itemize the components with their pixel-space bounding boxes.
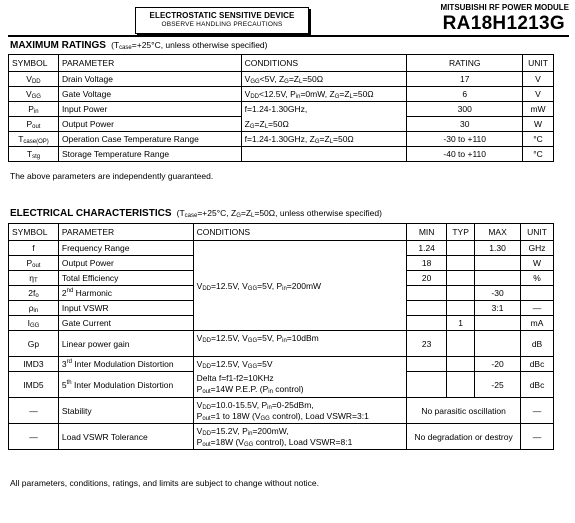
parameter-cell: Load VSWR Tolerance xyxy=(58,424,193,450)
min-cell: 18 xyxy=(407,256,447,271)
parameter-cell: Total Efficiency xyxy=(58,271,193,286)
parameter-cell: Frequency Range xyxy=(58,241,193,256)
conditions-cell: f=1.24-1.30GHz, $Z_G=Z_L=50\Omega$ xyxy=(241,132,407,147)
typ-cell xyxy=(447,372,475,398)
min-cell xyxy=(407,316,447,331)
rating-cell: 30 xyxy=(407,117,523,132)
symbol-cell: Gp xyxy=(9,331,59,357)
parameter-cell: Input Power xyxy=(58,102,241,117)
header-cell: TYP xyxy=(447,224,475,241)
max-ratings-note: The above parameters are independently guaranteed. xyxy=(10,171,214,181)
parameter-cell: Output Power xyxy=(58,117,241,132)
parameter-cell: Linear power gain xyxy=(58,331,193,357)
disclaimer-note: All parameters, conditions, ratings, and limits are subject to change without notice. xyxy=(10,478,319,488)
max-ratings-heading xyxy=(10,40,267,51)
table-row xyxy=(9,241,554,256)
typ-cell xyxy=(447,357,475,372)
rating-cell: -30 to +110 xyxy=(407,132,523,147)
table-row xyxy=(9,357,554,372)
unit-cell: V xyxy=(522,72,553,87)
max-cell: 1.30 xyxy=(475,241,521,256)
conditions-cell: $V_{DD}=12.5V$, $V_{GG}=5V$ xyxy=(193,357,407,372)
elec-table xyxy=(8,223,554,450)
symbol-cell: $\eta_T$ xyxy=(9,271,59,286)
min-cell xyxy=(407,286,447,301)
unit-cell: °C xyxy=(522,132,553,147)
symbol-cell: $\rho_{in}$ xyxy=(9,301,59,316)
unit-cell: mA xyxy=(521,316,554,331)
unit-cell: W xyxy=(522,117,553,132)
typ-cell xyxy=(447,271,475,286)
parameter-cell: Stability xyxy=(58,398,193,424)
header-cell: UNIT xyxy=(521,224,554,241)
rating-cell: -40 to +110 xyxy=(407,147,523,162)
symbol-cell: — xyxy=(9,424,59,450)
typ-cell xyxy=(447,241,475,256)
max-ratings-table xyxy=(8,54,554,162)
conditions-cell: $V_{DD}=15.2V$, $P_{in}=200mW$, $P_{out}=18W$ ($V_{GG}$ control), Load VSWR=8:1 xyxy=(193,424,407,450)
parameter-cell: 5th Inter Modulation Distortion xyxy=(58,372,193,398)
header-cell: PARAMETER xyxy=(58,224,193,241)
symbol-cell: $P_{out}$ xyxy=(9,256,59,271)
model-number: RA18H1213G xyxy=(442,13,565,34)
unit-cell: — xyxy=(521,398,554,424)
esd-subtitle: OBSERVE HANDLING PRECAUTIONS xyxy=(161,21,283,28)
table-row xyxy=(9,102,554,117)
parameter-cell: Storage Temperature Range xyxy=(58,147,241,162)
brand-line: MITSUBISHI RF POWER MODULE xyxy=(440,3,569,12)
table-header-row xyxy=(9,224,554,241)
max-cell: -25 xyxy=(475,372,521,398)
parameter-cell: Gate Voltage xyxy=(58,87,241,102)
typ-cell xyxy=(447,286,475,301)
table-row xyxy=(9,398,554,424)
esd-warning-box xyxy=(135,7,309,34)
table-row xyxy=(9,132,554,147)
result-cell: No degradation or destroy xyxy=(407,424,521,450)
max-cell: 3:1 xyxy=(475,301,521,316)
parameter-cell: Input VSWR xyxy=(58,301,193,316)
table-header-row xyxy=(9,55,554,72)
max-cell xyxy=(475,271,521,286)
unit-cell: — xyxy=(521,424,554,450)
symbol-cell: IMD5 xyxy=(9,372,59,398)
parameter-cell: 2nd Harmonic xyxy=(58,286,193,301)
conditions-cell: $V_{DD}=10.0-15.5V$, $P_{in}=0-25dBm$, $P_{out}=1$ to 18W ($V_{GG}$ control), Load VSWR=3:1 xyxy=(193,398,407,424)
unit-cell: mW xyxy=(522,102,553,117)
unit-cell: dB xyxy=(521,331,554,357)
table-row xyxy=(9,331,554,357)
header-cell: PARAMETER xyxy=(58,55,241,72)
unit-cell: % xyxy=(521,271,554,286)
elec-title: ELECTRICAL CHARACTERISTICS xyxy=(10,208,172,219)
symbol-cell: $V_{DD}$ xyxy=(9,72,59,87)
table-row xyxy=(9,424,554,450)
symbol-cell: $T_{stg}$ xyxy=(9,147,59,162)
unit-cell: dBc xyxy=(521,372,554,398)
parameter-cell: Drain Voltage xyxy=(58,72,241,87)
conditions-line: $P_{out}=14W$ P.E.P. ($P_{in}$ control) xyxy=(196,384,304,396)
typ-cell: 1 xyxy=(447,316,475,331)
max-cell xyxy=(475,256,521,271)
conditions-line: Delta f=f1-f2=10KHz xyxy=(196,373,274,384)
min-cell: 20 xyxy=(407,271,447,286)
max-ratings-condition: ($T_{case}=+25^\circ C$, unless otherwise specified) xyxy=(108,40,268,51)
min-cell xyxy=(407,301,447,316)
elec-condition: ($T_{case}=+25^\circ C$, $Z_G=Z_L=50\Omega$, unless otherwise specified) xyxy=(174,208,382,219)
min-cell: 23 xyxy=(407,331,447,357)
table-row xyxy=(9,372,554,398)
symbol-cell: $V_{GG}$ xyxy=(9,87,59,102)
symbol-cell: f xyxy=(9,241,59,256)
elec-heading xyxy=(10,208,382,219)
unit-cell: GHz xyxy=(521,241,554,256)
conditions-cell: $V_{DD}<12.5V$, $P_{in}=0mW$, $Z_G=Z_L=50\Omega$ xyxy=(241,87,407,102)
rating-cell: 17 xyxy=(407,72,523,87)
header-cell: CONDITIONS xyxy=(193,224,407,241)
symbol-cell: $I_{GG}$ xyxy=(9,316,59,331)
header-cell: SYMBOL xyxy=(9,224,59,241)
parameter-cell: 3rd Inter Modulation Distortion xyxy=(58,357,193,372)
typ-cell xyxy=(447,331,475,357)
min-cell xyxy=(407,357,447,372)
max-cell xyxy=(475,316,521,331)
symbol-cell: $2f_o$ xyxy=(9,286,59,301)
parameter-cell: Operation Case Temperature Range xyxy=(58,132,241,147)
header-cell: RATING xyxy=(407,55,523,72)
header-cell: MAX xyxy=(475,224,521,241)
unit-cell xyxy=(521,286,554,301)
symbol-cell: $P_{out}$ xyxy=(9,117,59,132)
symbol-cell: $T_{case(OP)}$ xyxy=(9,132,59,147)
conditions-cell: f=1.24-1.30GHz, xyxy=(241,102,407,117)
unit-cell: dBc xyxy=(521,357,554,372)
conditions-cell: $V_{GG}<5V$, $Z_G=Z_L=50\Omega$ xyxy=(241,72,407,87)
esd-title: ELECTROSTATIC SENSITIVE DEVICE xyxy=(149,11,295,20)
header-cell: MIN xyxy=(407,224,447,241)
unit-cell: V xyxy=(522,87,553,102)
max-cell: -30 xyxy=(475,286,521,301)
max-cell: -20 xyxy=(475,357,521,372)
result-cell: No parasitic oscillation xyxy=(407,398,521,424)
table-row xyxy=(9,87,554,102)
rating-cell: 300 xyxy=(407,102,523,117)
unit-cell: — xyxy=(521,301,554,316)
conditions-cell: $V_{DD}=12.5V$, $V_{GG}=5V$, $P_{in}=10dBm$ xyxy=(193,331,407,357)
conditions-cell: $Z_G=Z_L=50\Omega$ xyxy=(241,117,407,132)
rating-cell: 6 xyxy=(407,87,523,102)
conditions-cell xyxy=(193,372,407,398)
header-cell: CONDITIONS xyxy=(241,55,407,72)
header-cell: UNIT xyxy=(522,55,553,72)
table-row xyxy=(9,72,554,87)
min-cell: 1.24 xyxy=(407,241,447,256)
header-rule xyxy=(8,35,569,37)
symbol-cell: $P_{in}$ xyxy=(9,102,59,117)
parameter-cell: Gate Current xyxy=(58,316,193,331)
min-cell xyxy=(407,372,447,398)
typ-cell xyxy=(447,256,475,271)
common-conditions-cell: $V_{DD}=12.5V$, $V_{GG}=5V$, $P_{in}=200mW$ xyxy=(193,241,407,331)
symbol-cell: IMD3 xyxy=(9,357,59,372)
table-row xyxy=(9,147,554,162)
conditions-cell xyxy=(241,147,407,162)
unit-cell: W xyxy=(521,256,554,271)
max-ratings-title: MAXIMUM RATINGS xyxy=(10,40,106,51)
max-cell xyxy=(475,331,521,357)
table-row xyxy=(9,117,554,132)
unit-cell: °C xyxy=(522,147,553,162)
symbol-cell: — xyxy=(9,398,59,424)
header-cell: SYMBOL xyxy=(9,55,59,72)
parameter-cell: Output Power xyxy=(58,256,193,271)
typ-cell xyxy=(447,301,475,316)
